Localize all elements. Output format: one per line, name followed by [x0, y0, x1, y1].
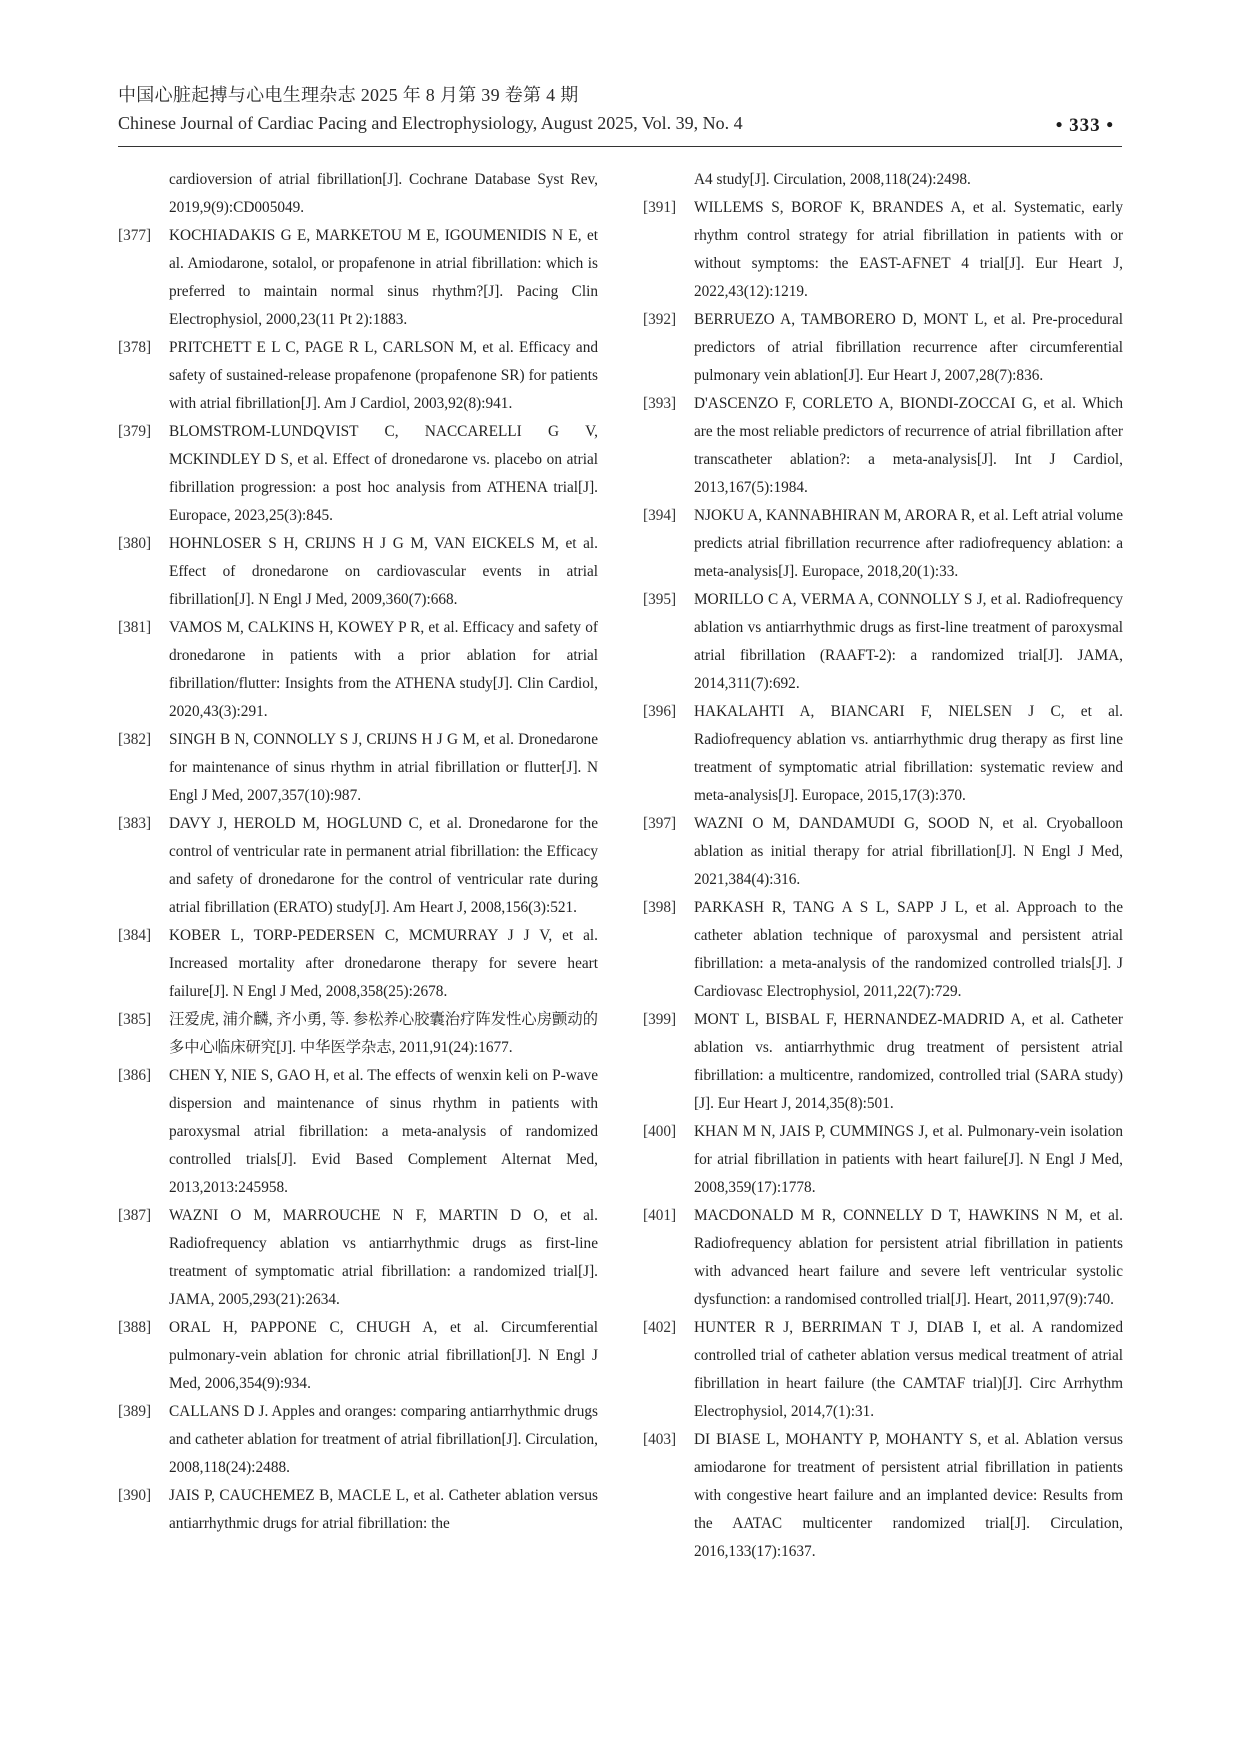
reference-item: [118, 418, 598, 530]
reference-number: [387]: [118, 1207, 152, 1224]
reference-text: JAIS P, CAUCHEMEZ B, MACLE L, et al. Catheter ablation versus antiarrhythmic drugs for atrial fibrillation: the: [169, 1487, 598, 1532]
reference-number: [400]: [643, 1123, 677, 1140]
reference-number: [402]: [643, 1319, 677, 1336]
reference-text: BERRUEZO A, TAMBORERO D, MONT L, et al. Pre-procedural predictors of atrial fibrillation recurrence after circumferential pulmonary vein ablation[J]. Eur Heart J, 2007,28(7):836.: [694, 311, 1123, 384]
reference-item: [643, 698, 1123, 810]
reference-text: WAZNI O M, DANDAMUDI G, SOOD N, et al. Cryoballoon ablation as initial therapy for atrial fibrillation[J]. N Engl J Med, 2021,384(4):316.: [694, 815, 1123, 888]
reference-item: [118, 726, 598, 810]
page-number: • 333 •: [1055, 115, 1114, 136]
reference-item: [118, 1482, 598, 1538]
reference-item: [643, 194, 1123, 306]
reference-item: [643, 1314, 1123, 1426]
reference-number: [403]: [643, 1431, 677, 1448]
reference-item: [118, 1398, 598, 1482]
reference-column-left: [118, 166, 598, 1538]
reference-item: [643, 1426, 1123, 1566]
reference-number: [381]: [118, 619, 152, 636]
reference-item: [643, 586, 1123, 698]
reference-item: [118, 1202, 598, 1314]
reference-item: [643, 306, 1123, 390]
reference-number: [401]: [643, 1207, 677, 1224]
reference-text: ORAL H, PAPPONE C, CHUGH A, et al. Circumferential pulmonary-vein ablation for chronic atrial fibrillation[J]. N Engl J Med, 2006,354(9):934.: [169, 1319, 598, 1392]
reference-number: [386]: [118, 1067, 152, 1084]
reference-text: SINGH B N, CONNOLLY S J, CRIJNS H J G M, et al. Dronedarone for maintenance of sinus rhythm in atrial fibrillation or flutter[J]. N Engl J Med, 2007,357(10):987.: [169, 731, 598, 804]
reference-text: WAZNI O M, MARROUCHE N F, MARTIN D O, et al. Radiofrequency ablation vs antiarrhythmic drugs as first-line treatment of symptomatic atrial fibrillation: a randomized trial[J]. JAMA, 2005,293(21):2634.: [169, 1207, 598, 1308]
reference-text: WILLEMS S, BOROF K, BRANDES A, et al. Systematic, early rhythm control strategy for atrial fibrillation in patients with or without symptoms: the EAST-AFNET 4 trial[J]. Eur Heart J, 2022,43(12):1219.: [694, 199, 1123, 300]
reference-text: DAVY J, HEROLD M, HOGLUND C, et al. Dronedarone for the control of ventricular rate in permanent atrial fibrillation: the Efficacy and safety of dronedarone for the control of ventricular rate during atrial fibrillation (ERATO) study[J]. Am Heart J, 2008,156(3):521.: [169, 815, 598, 916]
reference-item: [643, 894, 1123, 1006]
reference-text: KOCHIADAKIS G E, MARKETOU M E, IGOUMENIDIS N E, et al. Amiodarone, sotalol, or propafenone in atrial fibrillation: which is preferred to maintain normal sinus rhythm?[J]. Pacing Clin Electrophysiol, 2000,23(11 Pt 2):1883.: [169, 227, 598, 328]
reference-number: [389]: [118, 1403, 152, 1420]
reference-text: PRITCHETT E L C, PAGE R L, CARLSON M, et al. Efficacy and safety of sustained-release propafenone (propafenone SR) for patients with atrial fibrillation[J]. Am J Cardiol, 2003,92(8):941.: [169, 339, 598, 412]
reference-number: [382]: [118, 731, 152, 748]
reference-number: [391]: [643, 199, 677, 216]
reference-column-right: [643, 166, 1123, 1566]
reference-item: [118, 922, 598, 1006]
reference-number: [385]: [118, 1011, 152, 1028]
reference-item: [643, 390, 1123, 502]
reference-number: [380]: [118, 535, 152, 552]
reference-text: NJOKU A, KANNABHIRAN M, ARORA R, et al. Left atrial volume predicts atrial fibrillation recurrence after radiofrequency ablation: a meta-analysis[J]. Europace, 2018,20(1):33.: [694, 507, 1123, 580]
reference-item: [118, 1314, 598, 1398]
reference-number: [383]: [118, 815, 152, 832]
reference-text: KHAN M N, JAIS P, CUMMINGS J, et al. Pulmonary-vein isolation for atrial fibrillation in patients with heart failure[J]. N Engl J Med, 2008,359(17):1778.: [694, 1123, 1123, 1196]
reference-number: [379]: [118, 423, 152, 440]
reference-number: [399]: [643, 1011, 677, 1028]
reference-number: [395]: [643, 591, 677, 608]
reference-item: [643, 1006, 1123, 1118]
reference-text: A4 study[J]. Circulation, 2008,118(24):2498.: [694, 171, 971, 188]
reference-continuation: [643, 166, 1123, 194]
reference-text: PARKASH R, TANG A S L, SAPP J L, et al. Approach to the catheter ablation technique of paroxysmal and persistent atrial fibrillation: a meta-analysis of the randomized controlled trials[J]. J Cardiovasc Electrophysiol, 2011,22(7):729.: [694, 899, 1123, 1000]
page-header: [118, 82, 1122, 136]
reference-number: [390]: [118, 1487, 152, 1504]
reference-item: [643, 810, 1123, 894]
reference-item: [643, 502, 1123, 586]
reference-text: HOHNLOSER S H, CRIJNS H J G M, VAN EICKELS M, et al. Effect of dronedarone on cardiovascular events in atrial fibrillation[J]. N Engl J Med, 2009,360(7):668.: [169, 535, 598, 608]
reference-item: [118, 614, 598, 726]
reference-item: [118, 1006, 598, 1062]
reference-number: [397]: [643, 815, 677, 832]
reference-text: MONT L, BISBAL F, HERNANDEZ-MADRID A, et al. Catheter ablation vs. antiarrhythmic drug treatment of persistent atrial fibrillation: a multicentre, randomized, controlled trial (SARA study)[J]. Eur Heart J, 2014,35(8):501.: [694, 1011, 1123, 1112]
reference-text: VAMOS M, CALKINS H, KOWEY P R, et al. Efficacy and safety of dronedarone in patients with a prior ablation for atrial fibrillation/flutter: Insights from the ATHENA study[J]. Clin Cardiol, 2020,43(3):291.: [169, 619, 598, 720]
reference-text: cardioversion of atrial fibrillation[J]. Cochrane Database Syst Rev, 2019,9(9):CD005049.: [169, 171, 598, 216]
reference-number: [378]: [118, 339, 152, 356]
reference-text: CHEN Y, NIE S, GAO H, et al. The effects of wenxin keli on P-wave dispersion and maintenance of sinus rhythm in patients with paroxysmal atrial fibrillation: a meta-analysis of randomized controlled trials[J]. Evid Based Complement Alternat Med, 2013,2013:245958.: [169, 1067, 598, 1196]
reference-item: [118, 334, 598, 418]
reference-continuation: [118, 166, 598, 222]
reference-item: [118, 810, 598, 922]
reference-number: [377]: [118, 227, 152, 244]
reference-text: D'ASCENZO F, CORLETO A, BIONDI-ZOCCAI G, et al. Which are the most reliable predictors of recurrence of atrial fibrillation after transcatheter ablation?: a meta-analysis[J]. Int J Cardiol, 2013,167(5):1984.: [694, 395, 1123, 496]
reference-number: [398]: [643, 899, 677, 916]
reference-item: [643, 1202, 1123, 1314]
reference-item: [643, 1118, 1123, 1202]
reference-number: [392]: [643, 311, 677, 328]
reference-text: HUNTER R J, BERRIMAN T J, DIAB I, et al. A randomized controlled trial of catheter ablation versus medical treatment of atrial fibrillation in heart failure (the CAMTAF trial)[J]. Circ Arrhythm Electrophysiol, 2014,7(1):31.: [694, 1319, 1123, 1420]
header-rule: [118, 146, 1122, 147]
reference-number: [384]: [118, 927, 152, 944]
reference-number: [393]: [643, 395, 677, 412]
reference-text: HAKALAHTI A, BIANCARI F, NIELSEN J C, et al. Radiofrequency ablation vs. antiarrhythmic drug therapy as first line treatment of symptomatic atrial fibrillation: systematic review and meta-analysis[J]. Europace, 2015,17(3):370.: [694, 703, 1123, 804]
reference-text: 汪爱虎, 浦介麟, 齐小勇, 等. 参松养心胶囊治疗阵发性心房颤动的多中心临床研究[J]. 中华医学杂志, 2011,91(24):1677.: [169, 1011, 598, 1056]
reference-number: [388]: [118, 1319, 152, 1336]
reference-text: DI BIASE L, MOHANTY P, MOHANTY S, et al. Ablation versus amiodarone for treatment of persistent atrial fibrillation in patients with congestive heart failure and an implanted device: Results from the AATAC multicenter randomized trial[J]. Circulation, 2016,133(17):1637.: [694, 1431, 1123, 1560]
reference-item: [118, 222, 598, 334]
reference-text: MORILLO C A, VERMA A, CONNOLLY S J, et al. Radiofrequency ablation vs antiarrhythmic drugs as first-line treatment of paroxysmal atrial fibrillation (RAAFT-2): a randomized trial[J]. JAMA, 2014,311(7):692.: [694, 591, 1123, 692]
reference-text: MACDONALD M R, CONNELLY D T, HAWKINS N M, et al. Radiofrequency ablation for persistent atrial fibrillation in patients with advanced heart failure and severe left ventricular systolic dysfunction: a randomised controlled trial[J]. Heart, 2011,97(9):740.: [694, 1207, 1123, 1308]
reference-item: [118, 1062, 598, 1202]
journal-title-chinese: 中国心脏起搏与心电生理杂志 2025 年 8 月第 39 卷第 4 期: [118, 85, 579, 105]
reference-text: KOBER L, TORP-PEDERSEN C, MCMURRAY J J V, et al. Increased mortality after dronedarone therapy for severe heart failure[J]. N Engl J Med, 2008,358(25):2678.: [169, 927, 598, 1000]
reference-text: CALLANS D J. Apples and oranges: comparing antiarrhythmic drugs and catheter ablation for treatment of atrial fibrillation[J]. Circulation, 2008,118(24):2488.: [169, 1403, 598, 1476]
reference-text: BLOMSTROM-LUNDQVIST C, NACCARELLI G V, MCKINDLEY D S, et al. Effect of dronedarone vs. placebo on atrial fibrillation progression: a post hoc analysis from ATHENA trial[J]. Europace, 2023,25(3):845.: [169, 423, 598, 524]
reference-number: [394]: [643, 507, 677, 524]
reference-number: [396]: [643, 703, 677, 720]
journal-title-english: Chinese Journal of Cardiac Pacing and Electrophysiology, August 2025, Vol. 39, No. 4: [118, 113, 743, 133]
reference-item: [118, 530, 598, 614]
